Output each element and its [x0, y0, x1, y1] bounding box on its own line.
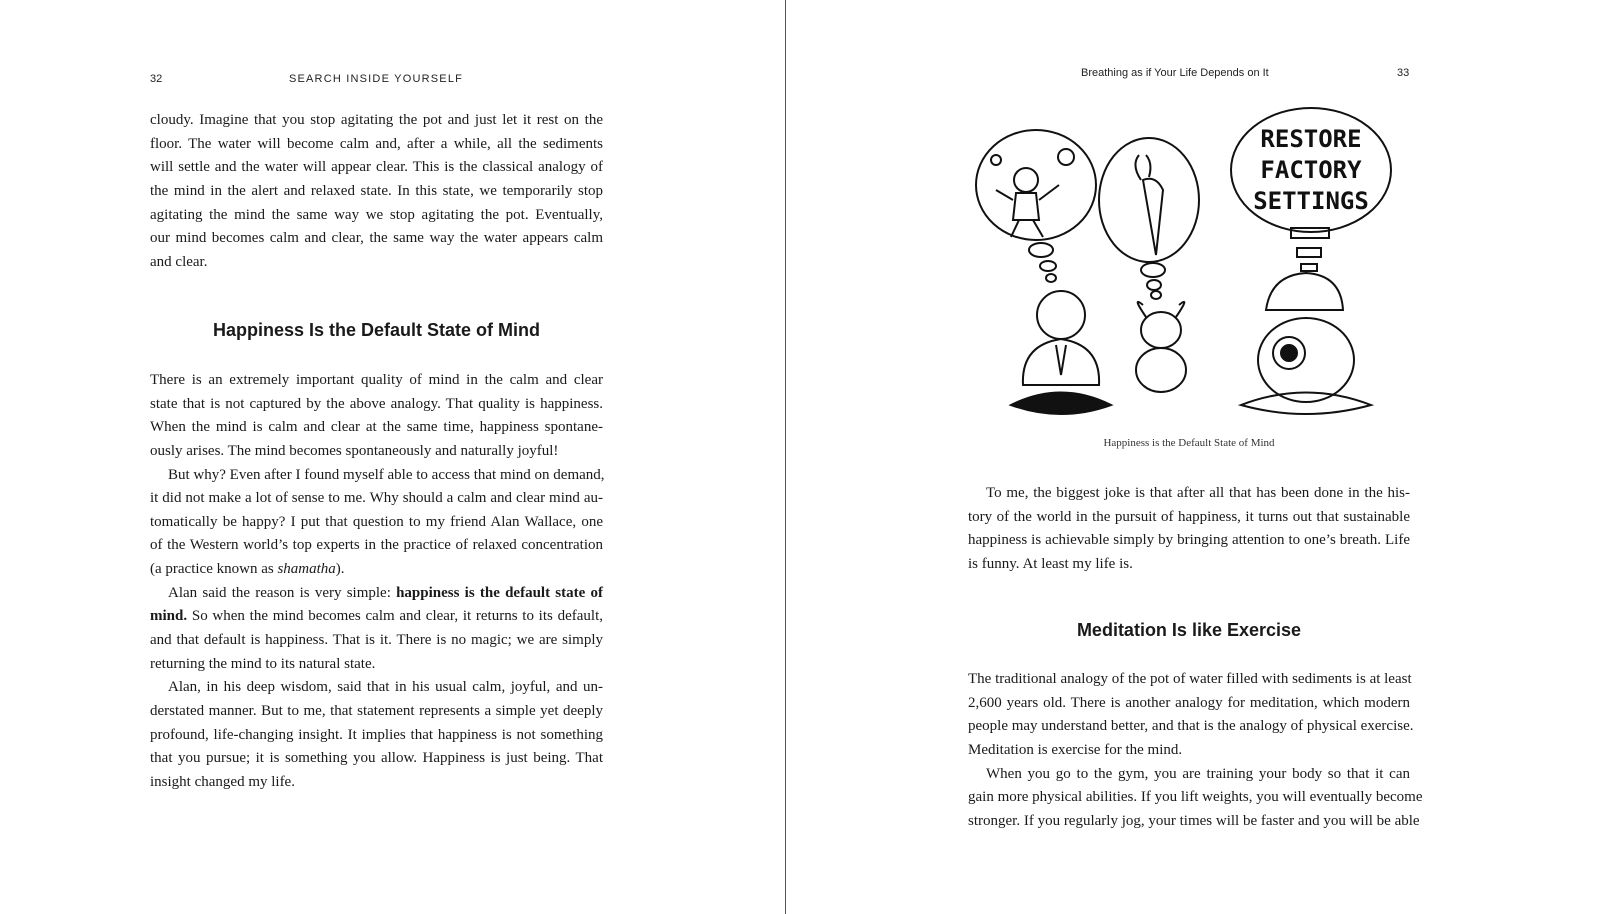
- text-segment: cloudy. Imagine that you stop agitating the pot and just let it rest on the: [150, 112, 603, 128]
- text-segment: There is an extremely important quality of mind in the calm and clear: [150, 372, 603, 388]
- text-segment: agitating the mind the same way we stop agitating the pot. Eventually,: [150, 206, 603, 223]
- text-line: [150, 227, 603, 251]
- text-segment: ously arises. The mind becomes spontaneously and naturally joyful!: [150, 442, 559, 459]
- page-number: 33: [1397, 67, 1410, 79]
- text-line: [150, 464, 603, 488]
- text-line: [150, 558, 603, 582]
- text-segment: floor. The water will become calm and, after a while, all the sediments: [150, 135, 603, 152]
- text-line: [968, 506, 1410, 530]
- text-line: [968, 692, 1410, 716]
- text-line: [150, 393, 603, 417]
- text-segment: our mind becomes calm and clear, the same way the water appears calm: [150, 230, 603, 247]
- text-segment: stronger. If you regularly jog, your times will be faster and you will be able: [968, 812, 1420, 829]
- text-line: [150, 204, 603, 228]
- text-line: [150, 251, 603, 275]
- text-segment: will settle and the water will appear clear. This is the classical analogy of: [150, 159, 603, 176]
- text-line: [150, 605, 603, 629]
- italic-text: shamatha: [277, 561, 336, 578]
- text-line: [150, 747, 603, 771]
- running-head: Breathing as if Your Life Depends on It: [1081, 67, 1269, 79]
- body-text-block: [968, 482, 1410, 577]
- body-text-block: [150, 109, 603, 274]
- text-segment: of the Western world’s top experts in the practice of relaxed concentration: [150, 537, 603, 554]
- text-segment: profound, life-changing insight. It implies that happiness is not something: [150, 726, 603, 743]
- text-line: [150, 156, 603, 180]
- text-segment: 2,600 years old. There is another analogy for meditation, which modern: [968, 694, 1410, 711]
- text-segment: When the mind is calm and clear at the same time, happiness spontane-: [150, 419, 603, 436]
- bold-text: mind.: [150, 608, 188, 625]
- text-segment: Alan, in his deep wisdom, said that in his usual calm, joyful, and un-: [168, 679, 603, 696]
- text-line: [968, 668, 1410, 692]
- text-line: [968, 810, 1420, 834]
- text-line: [150, 700, 603, 724]
- text-segment: To me, the biggest joke is that after all that has been done in the his-: [986, 485, 1410, 501]
- text-line: [150, 369, 603, 393]
- text-segment: and clear.: [150, 253, 208, 270]
- text-segment: the mind in the alert and relaxed state. In this state, we temporarily stop: [150, 182, 603, 199]
- figure-caption: Happiness is the Default State of Mind: [1103, 437, 1275, 449]
- text-line: [150, 724, 603, 748]
- text-line: [968, 786, 1423, 810]
- text-line: [150, 582, 603, 606]
- text-line: [968, 715, 1414, 739]
- text-line: [968, 529, 1410, 553]
- text-segment: returning the mind to its natural state.: [150, 655, 376, 672]
- section-heading: Happiness Is the Default State of Mind: [212, 320, 541, 340]
- text-line: [968, 739, 1410, 763]
- text-segment: it did not make a lot of sense to me. Why should a calm and clear mind au-: [150, 490, 603, 507]
- text-line: [150, 629, 603, 653]
- text-line: [150, 487, 603, 511]
- text-line: [150, 109, 603, 133]
- text-segment: that you pursue; it is something you allow. Happiness is just being. That: [150, 750, 603, 767]
- body-text-block: [968, 668, 1423, 833]
- thought-text-line: RESTORE: [1260, 125, 1362, 153]
- text-line: [150, 534, 603, 558]
- text-line: [150, 180, 603, 204]
- text-segment: people may understand better, and that is the analogy of physical exercise.: [968, 718, 1414, 735]
- text-segment: tomatically be happy? I put that question to my friend Alan Wallace, one: [150, 513, 603, 530]
- text-segment: Meditation is exercise for the mind.: [968, 741, 1183, 758]
- right-page: [786, 0, 1600, 914]
- text-segment: tory of the world in the pursuit of happiness, it turns out that sustainable: [968, 508, 1410, 525]
- text-segment: insight changed my life.: [150, 773, 295, 790]
- text-line: [150, 440, 603, 464]
- text-segment: The traditional analogy of the pot of water filled with sediments is at least: [968, 671, 1412, 687]
- text-segment: (a practice known as: [150, 561, 278, 578]
- text-segment: But why? Even after I found myself able to access that mind on demand,: [168, 466, 605, 483]
- bold-text: happiness is the default state of: [396, 584, 603, 601]
- text-line: [150, 676, 603, 700]
- text-line: [150, 771, 603, 795]
- section-heading: Meditation Is like Exercise: [1076, 620, 1302, 640]
- text-segment: gain more physical abilities. If you lift weights, you will eventually become: [968, 789, 1423, 806]
- meditation-illustration: [971, 105, 1411, 425]
- text-segment: derstated manner. But to me, that statement represents a simple yet deeply: [150, 702, 603, 719]
- text-segment: Alan said the reason is very simple:: [168, 584, 397, 601]
- text-segment: So when the mind becomes calm and clear, it returns to its default,: [187, 608, 603, 625]
- thought-text-line: SETTINGS: [1253, 187, 1369, 215]
- text-segment: When you go to the gym, you are training your body so that it can: [986, 765, 1410, 782]
- text-line: [150, 416, 603, 440]
- thought-text-line: FACTORY: [1260, 156, 1362, 184]
- text-line: [968, 553, 1410, 577]
- left-page: [0, 0, 785, 914]
- text-line: [968, 763, 1410, 787]
- text-line: [150, 133, 603, 157]
- text-segment: ).: [335, 561, 345, 578]
- page-number: 32: [150, 73, 163, 85]
- running-head: SEARCH INSIDE YOURSELF: [288, 73, 464, 85]
- text-segment: happiness is achievable simply by bringing attention to one’s breath. Life: [968, 532, 1410, 549]
- text-line: [150, 653, 603, 677]
- text-segment: is funny. At least my life is.: [968, 555, 1133, 572]
- body-text-block: [150, 369, 603, 795]
- text-segment: and that default is happiness. That is it. There is no magic; we are simply: [150, 632, 603, 649]
- text-segment: state that is not captured by the above analogy. That quality is happiness.: [150, 395, 603, 412]
- text-line: [150, 511, 603, 535]
- text-line: [968, 482, 1410, 506]
